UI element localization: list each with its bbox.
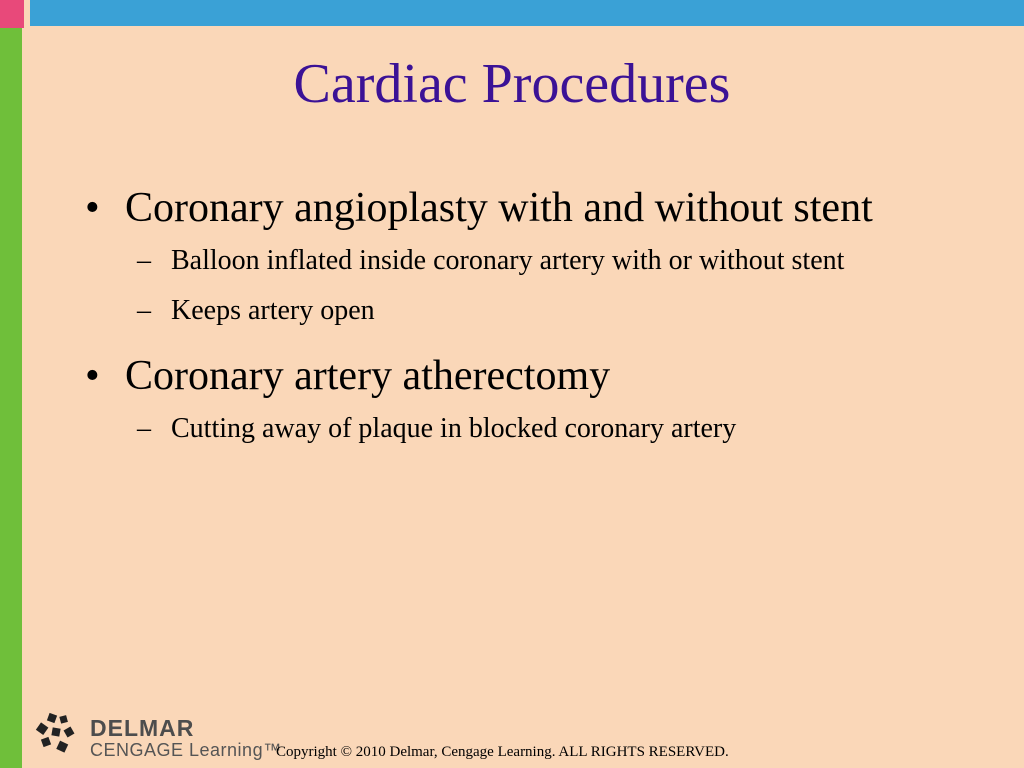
logo-line-1: DELMAR bbox=[90, 715, 195, 741]
sub-bullet-marker: – bbox=[137, 413, 151, 444]
logo-line-2: CENGAGE Learning™ bbox=[90, 740, 282, 760]
corner-accent bbox=[0, 0, 24, 28]
top-accent-bar bbox=[30, 0, 1024, 26]
bullet-marker: • bbox=[85, 185, 100, 231]
sub-bullet-text: Keeps artery open bbox=[171, 295, 375, 326]
sub-bullet-item bbox=[85, 241, 975, 281]
sub-bullet-marker: – bbox=[137, 245, 151, 276]
bullet-text: Coronary angioplasty with and without stent bbox=[125, 185, 873, 231]
sub-bullet-item bbox=[85, 409, 975, 449]
sub-bullet-text: Cutting away of plaque in blocked coronary artery bbox=[171, 413, 737, 444]
copyright-text: Copyright © 2010 Delmar, Cengage Learning. ALL RIGHTS RESERVED. bbox=[276, 744, 729, 760]
sub-bullet-text: Balloon inflated inside coronary artery with or without stent bbox=[171, 245, 845, 276]
delmar-logo-icon bbox=[32, 712, 82, 756]
side-accent-bar bbox=[0, 28, 22, 768]
slide-body bbox=[85, 183, 975, 459]
bullet-marker: • bbox=[85, 353, 100, 399]
bullet-item bbox=[85, 183, 975, 233]
bullet-item bbox=[85, 351, 975, 401]
sub-bullet-marker: – bbox=[137, 295, 151, 326]
sub-bullet-item bbox=[85, 291, 975, 331]
bullet-text: Coronary artery atherectomy bbox=[125, 353, 611, 399]
slide-title: Cardiac Procedures bbox=[293, 53, 731, 115]
